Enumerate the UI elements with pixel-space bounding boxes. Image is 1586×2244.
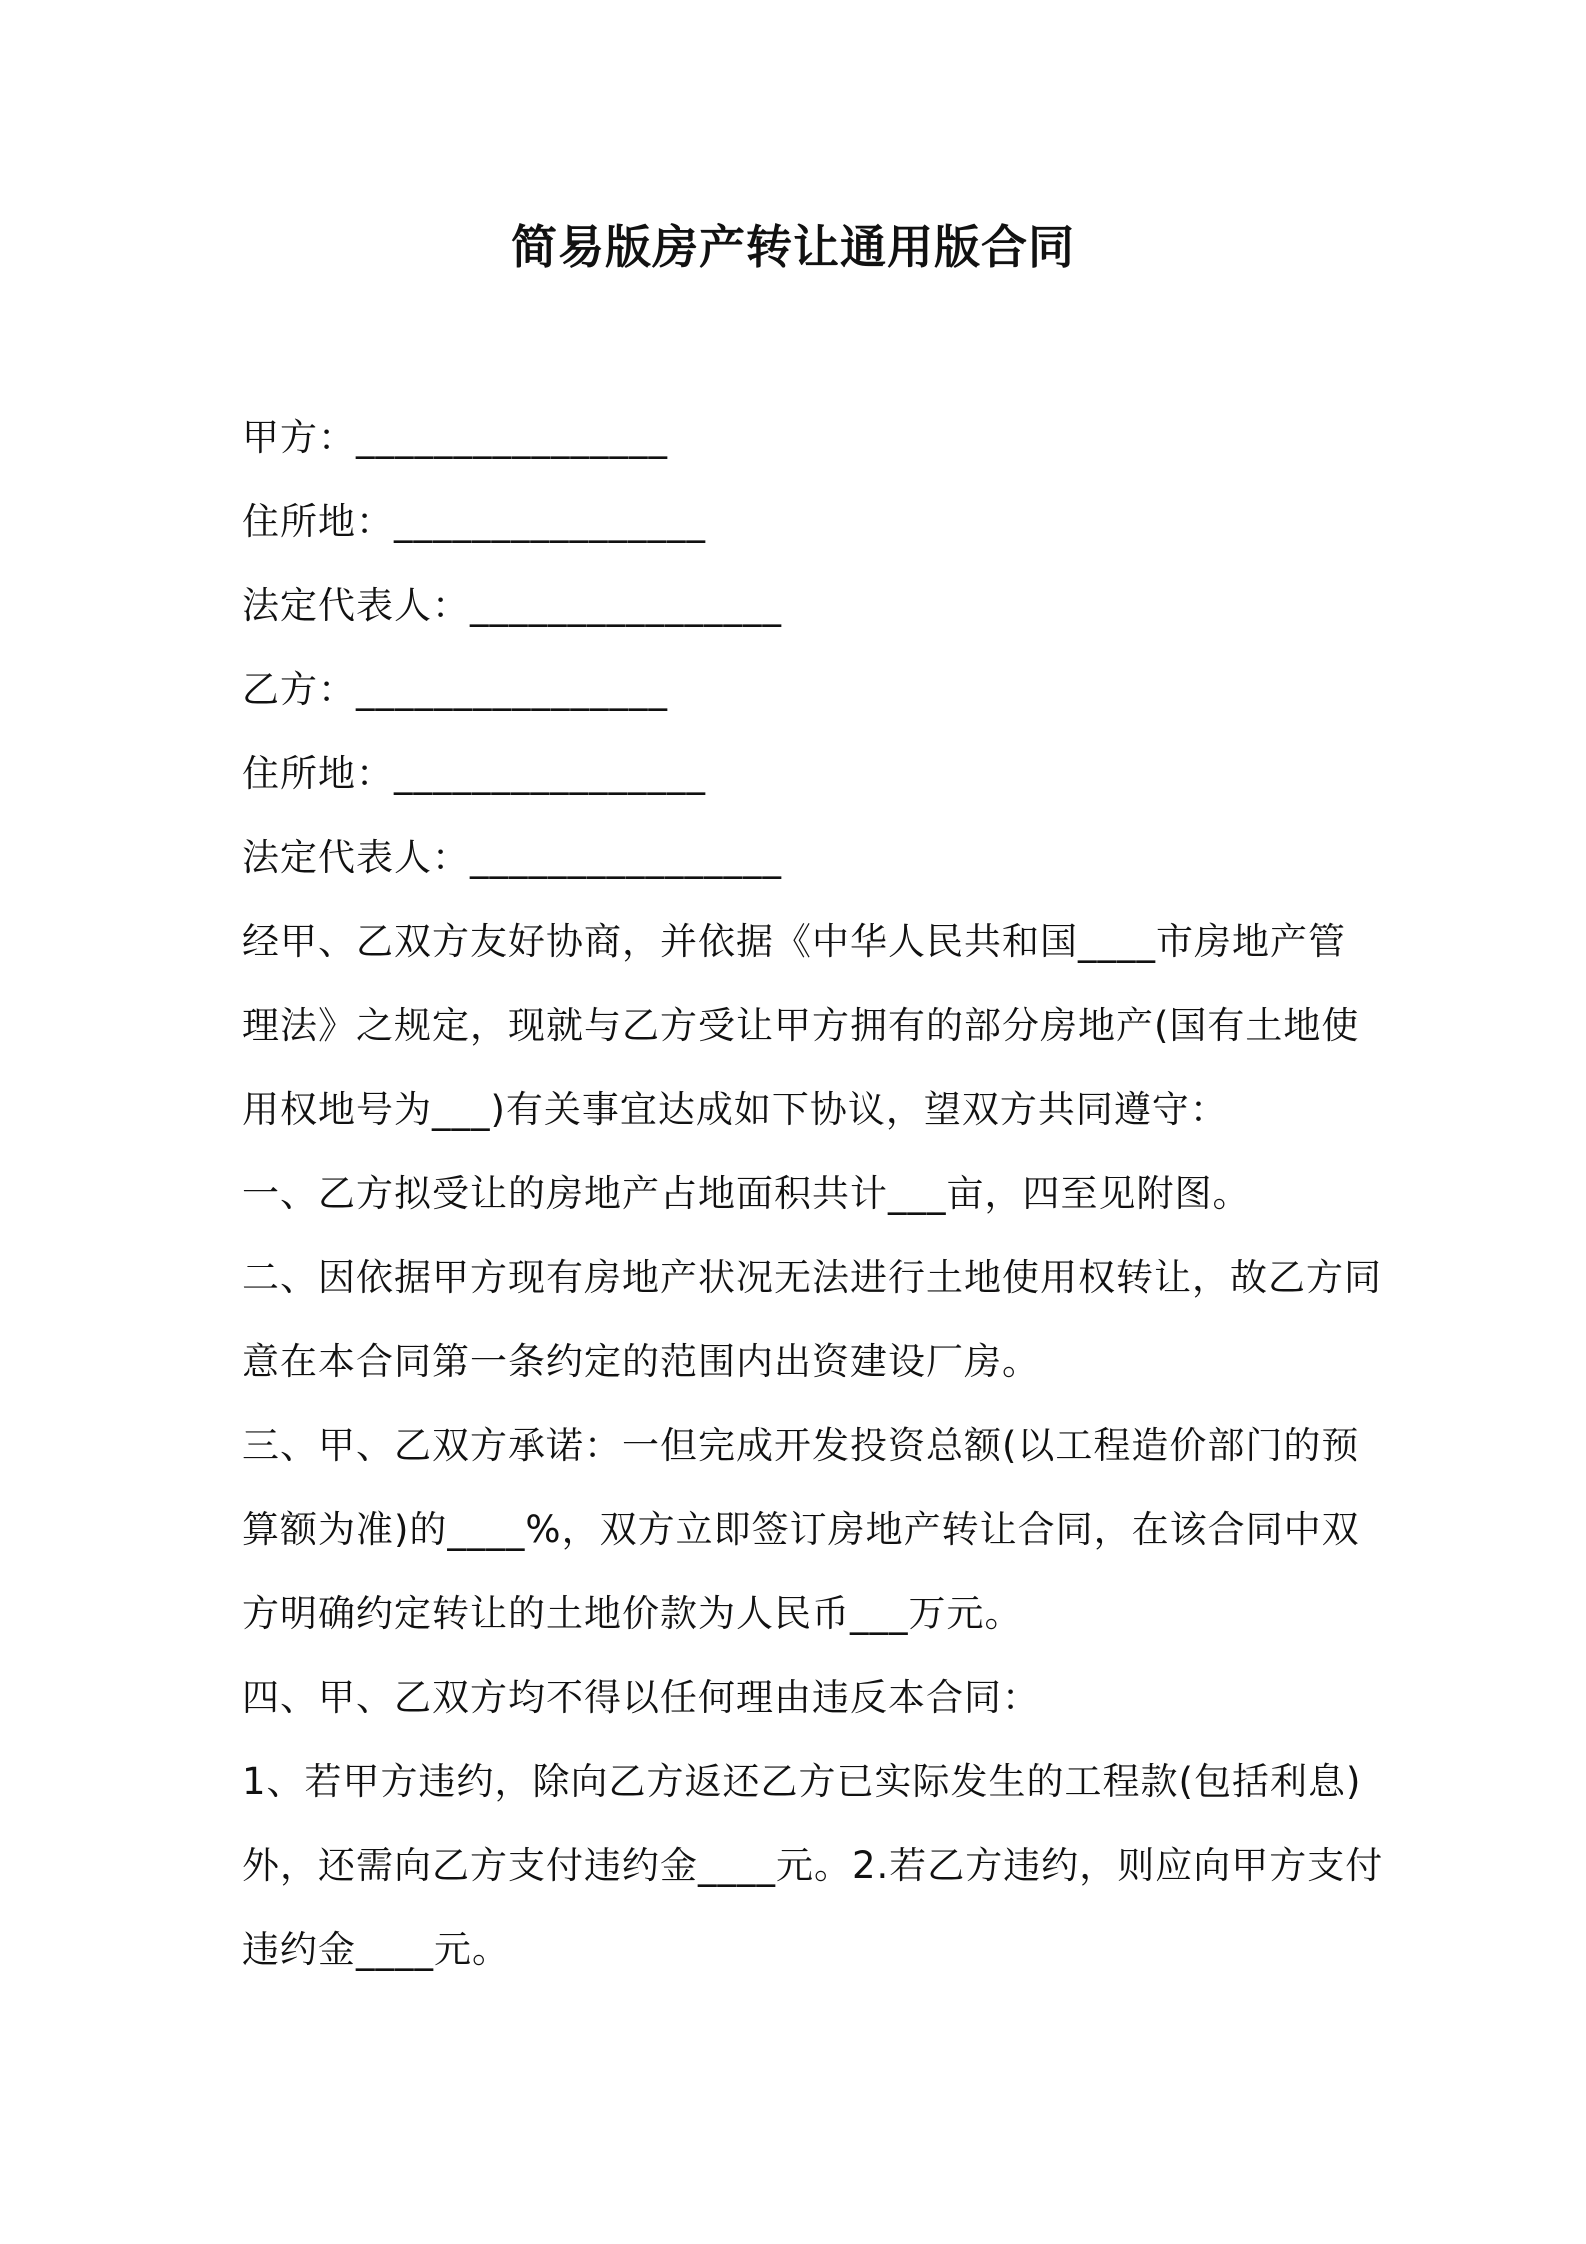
party-b-address-line: 住所地：________________ xyxy=(242,752,706,795)
clause-4-line: 四、甲、乙双方均不得以任何理由违反本合同： xyxy=(242,1676,1040,1719)
preamble-line-1: 经甲、乙双方友好协商，并依据《中华人民共和国____市房地产管 xyxy=(242,920,1346,963)
party-a-line: 甲方：________________ xyxy=(242,416,668,459)
clause-3-line-3: 方明确约定转让的土地价款为人民币___万元。 xyxy=(242,1592,1023,1635)
clause-4-item-line-1: 1、若甲方违约，除向乙方返还乙方已实际发生的工程款(包括利息) xyxy=(242,1760,1362,1803)
party-b-line: 乙方：________________ xyxy=(242,668,668,711)
clause-1-line: 一、乙方拟受让的房地产占地面积共计___亩，四至见附图。 xyxy=(242,1172,1251,1215)
preamble-line-2: 理法》之规定，现就与乙方受让甲方拥有的部分房地产(国有土地使 xyxy=(242,1004,1360,1047)
clause-2-line-1: 二、因依据甲方现有房地产状况无法进行土地使用权转让，故乙方同 xyxy=(242,1256,1382,1299)
document-title: 简易版房产转让通用版合同 xyxy=(511,220,1075,274)
preamble-line-3: 用权地号为___)有关事宜达成如下协议，望双方共同遵守： xyxy=(242,1088,1228,1131)
clause-3-line-2: 算额为准)的____%，双方立即签订房地产转让合同，在该合同中双 xyxy=(242,1508,1360,1551)
clause-4-item-line-2: 外，还需向乙方支付违约金____元。2.若乙方违约，则应向甲方支付 xyxy=(242,1844,1384,1887)
party-a-address-line: 住所地：________________ xyxy=(242,500,706,543)
clause-3-line-1: 三、甲、乙双方承诺：一但完成开发投资总额(以工程造价部门的预 xyxy=(242,1424,1360,1467)
clause-2-line-2: 意在本合同第一条约定的范围内出资建设厂房。 xyxy=(242,1340,1040,1383)
clause-4-item-line-3: 违约金____元。 xyxy=(242,1928,510,1971)
party-a-representative-line: 法定代表人：________________ xyxy=(242,584,782,627)
party-b-representative-line: 法定代表人：________________ xyxy=(242,836,782,879)
